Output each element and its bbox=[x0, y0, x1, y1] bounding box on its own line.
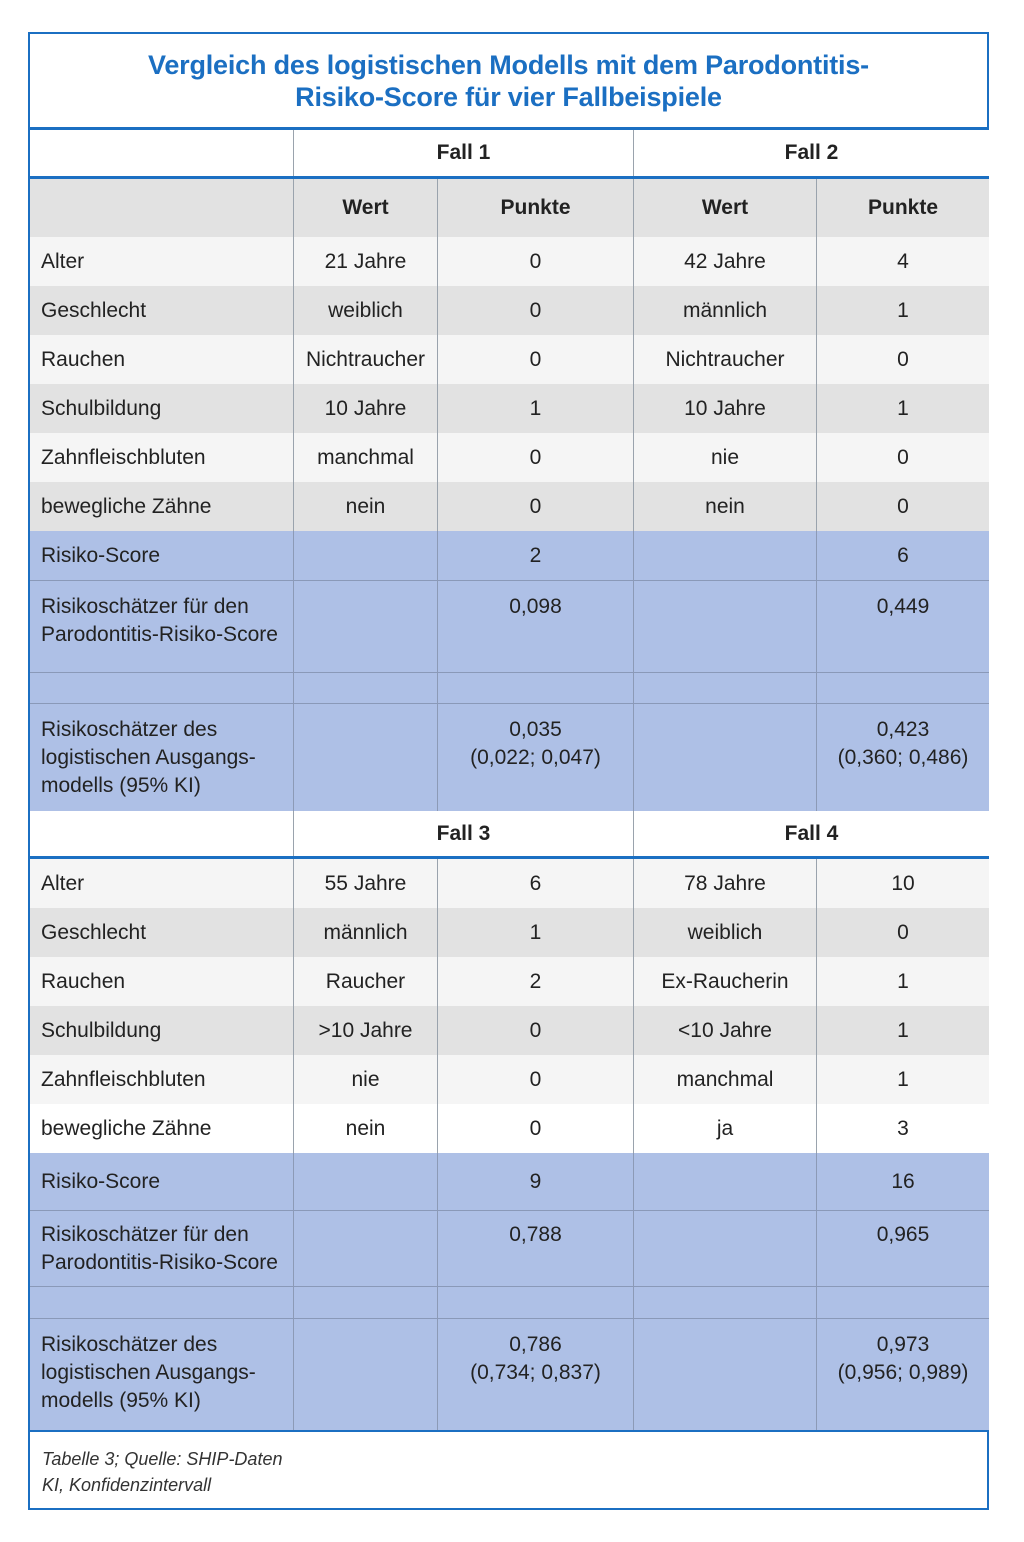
value-a: weiblich bbox=[293, 286, 437, 335]
estimate-model-a: 0,035 (0,022; 0,047) bbox=[437, 704, 633, 812]
estimate-model-a: 0,786 (0,734; 0,837) bbox=[437, 1319, 633, 1431]
empty-cell bbox=[816, 673, 989, 704]
value-a: nein bbox=[293, 482, 437, 531]
table-title-text: Vergleich des logistischen Modells mit dem Parodontitis- Risiko-Score für vier Fallbeispiele bbox=[148, 49, 869, 112]
empty-cell bbox=[293, 581, 437, 673]
table-footer bbox=[42, 1446, 282, 1498]
estimate-model-row-1 bbox=[30, 703, 989, 812]
estimate-score-a: 0,788 bbox=[437, 1211, 633, 1287]
column-header-points-a: Punkte bbox=[437, 179, 633, 237]
case-header-fall-1: Fall 1 bbox=[293, 130, 633, 176]
table-row bbox=[30, 1055, 989, 1104]
row-label: Alter bbox=[41, 249, 85, 273]
empty-cell bbox=[816, 1287, 989, 1319]
value-b: männlich bbox=[633, 286, 816, 335]
value-a: Nichtraucher bbox=[293, 335, 437, 384]
points-a: 0 bbox=[437, 433, 633, 482]
empty-cell bbox=[437, 1287, 633, 1319]
points-b: 0 bbox=[816, 908, 989, 957]
row-label: Zahnfleischbluten bbox=[41, 445, 206, 469]
score-row-1 bbox=[30, 531, 989, 580]
points-a: 0 bbox=[437, 237, 633, 286]
value-a: Raucher bbox=[293, 957, 437, 1006]
value-a: nein bbox=[293, 1104, 437, 1153]
empty-cell bbox=[293, 704, 437, 812]
estimate-model-b: 0,423 (0,360; 0,486) bbox=[816, 704, 989, 812]
empty-cell bbox=[293, 531, 437, 580]
points-a: 0 bbox=[437, 482, 633, 531]
score-b: 16 bbox=[816, 1153, 989, 1210]
empty-cell bbox=[437, 673, 633, 704]
row-label: Rauchen bbox=[41, 347, 126, 371]
value-a: 55 Jahre bbox=[293, 859, 437, 908]
row-label: Risiko-Score bbox=[41, 543, 161, 567]
estimate-score-a: 0,098 bbox=[437, 581, 633, 673]
value-b: weiblich bbox=[633, 908, 816, 957]
value-b: <10 Jahre bbox=[633, 1006, 816, 1055]
score-a: 2 bbox=[437, 531, 633, 580]
value-b: Nichtraucher bbox=[633, 335, 816, 384]
case-header-row-2 bbox=[30, 811, 989, 857]
estimate-score-b: 0,449 bbox=[816, 581, 989, 673]
row-label: Risikoschätzer des logistischen Ausgangs- modells (95% KI) bbox=[41, 718, 256, 797]
table-row bbox=[30, 957, 989, 1006]
value-a: >10 Jahre bbox=[293, 1006, 437, 1055]
empty-cell bbox=[633, 531, 816, 580]
estimate-score-b: 0,965 bbox=[816, 1211, 989, 1287]
table-row bbox=[30, 1006, 989, 1055]
column-header-value-b: Wert bbox=[633, 179, 816, 237]
row-label: bewegliche Zähne bbox=[41, 1116, 212, 1140]
points-a: 1 bbox=[437, 908, 633, 957]
row-label: Rauchen bbox=[41, 969, 126, 993]
column-header-points-b: Punkte bbox=[816, 179, 989, 237]
value-b: nie bbox=[633, 433, 816, 482]
empty-cell bbox=[293, 1211, 437, 1287]
row-label: Alter bbox=[41, 871, 85, 895]
estimate-score-row-1 bbox=[30, 580, 989, 673]
points-a: 0 bbox=[437, 1006, 633, 1055]
estimate-model-row-2 bbox=[30, 1318, 989, 1431]
table-row bbox=[30, 1104, 989, 1153]
value-b: nein bbox=[633, 482, 816, 531]
case-header-empty bbox=[30, 130, 293, 176]
empty-cell bbox=[293, 1319, 437, 1431]
value-b: 78 Jahre bbox=[633, 859, 816, 908]
points-a: 0 bbox=[437, 1055, 633, 1104]
score-b: 6 bbox=[816, 531, 989, 580]
points-b: 0 bbox=[816, 433, 989, 482]
table-row bbox=[30, 237, 989, 286]
points-b: 0 bbox=[816, 482, 989, 531]
points-b: 3 bbox=[816, 1104, 989, 1153]
column-header-label bbox=[30, 179, 293, 237]
value-b: Ex-Raucherin bbox=[633, 957, 816, 1006]
value-a: 21 Jahre bbox=[293, 237, 437, 286]
points-a: 0 bbox=[437, 1104, 633, 1153]
value-a: nie bbox=[293, 1055, 437, 1104]
row-label: Risikoschätzer für den Parodontitis-Risiko-Score bbox=[41, 1223, 278, 1274]
empty-cell bbox=[633, 1211, 816, 1287]
case-header-fall-4: Fall 4 bbox=[633, 811, 989, 857]
footer-note: KI, Konfidenzintervall bbox=[42, 1475, 212, 1495]
empty-cell bbox=[293, 1153, 437, 1210]
table-row bbox=[30, 286, 989, 335]
points-b: 10 bbox=[816, 859, 989, 908]
empty-cell bbox=[633, 581, 816, 673]
points-b: 1 bbox=[816, 1006, 989, 1055]
value-a: 10 Jahre bbox=[293, 384, 437, 433]
case-header-fall-2: Fall 2 bbox=[633, 130, 989, 176]
case-header-fall-3: Fall 3 bbox=[293, 811, 633, 857]
table-row bbox=[30, 335, 989, 384]
points-a: 0 bbox=[437, 286, 633, 335]
table-row bbox=[30, 433, 989, 482]
score-a: 9 bbox=[437, 1153, 633, 1210]
row-label: Geschlecht bbox=[41, 298, 147, 322]
empty-cell bbox=[633, 673, 816, 704]
value-b: manchmal bbox=[633, 1055, 816, 1104]
row-label: bewegliche Zähne bbox=[41, 494, 212, 518]
points-b: 1 bbox=[816, 384, 989, 433]
case-header-empty bbox=[30, 811, 293, 857]
table-row bbox=[30, 859, 989, 908]
table-row bbox=[30, 482, 989, 531]
value-b: 10 Jahre bbox=[633, 384, 816, 433]
estimate-score-row-2 bbox=[30, 1210, 989, 1287]
footer-source: Tabelle 3; Quelle: SHIP-Daten bbox=[42, 1449, 283, 1469]
points-a: 0 bbox=[437, 335, 633, 384]
spacer-row-2 bbox=[30, 1286, 989, 1319]
row-label: Schulbildung bbox=[41, 396, 162, 420]
table-title bbox=[30, 34, 987, 127]
estimate-model-b: 0,973 (0,956; 0,989) bbox=[816, 1319, 989, 1431]
table-row bbox=[30, 384, 989, 433]
value-a: manchmal bbox=[293, 433, 437, 482]
points-b: 1 bbox=[816, 286, 989, 335]
value-b: ja bbox=[633, 1104, 816, 1153]
value-b: 42 Jahre bbox=[633, 237, 816, 286]
row-label: Risiko-Score bbox=[41, 1169, 161, 1193]
points-b: 0 bbox=[816, 335, 989, 384]
empty-cell bbox=[633, 1319, 816, 1431]
points-a: 6 bbox=[437, 859, 633, 908]
points-b: 1 bbox=[816, 957, 989, 1006]
table-row bbox=[30, 908, 989, 957]
points-a: 2 bbox=[437, 957, 633, 1006]
empty-cell bbox=[293, 1287, 437, 1319]
points-b: 1 bbox=[816, 1055, 989, 1104]
value-a: männlich bbox=[293, 908, 437, 957]
score-row-2 bbox=[30, 1153, 989, 1210]
empty-cell bbox=[633, 1287, 816, 1319]
row-label: Risikoschätzer für den Parodontitis-Risiko-Score bbox=[41, 595, 278, 646]
spacer-row-1 bbox=[30, 672, 989, 704]
points-a: 1 bbox=[437, 384, 633, 433]
column-header-row bbox=[30, 179, 989, 237]
empty-cell bbox=[293, 673, 437, 704]
row-label: Schulbildung bbox=[41, 1018, 162, 1042]
row-label: Geschlecht bbox=[41, 920, 147, 944]
row-label: Zahnfleischbluten bbox=[41, 1067, 206, 1091]
empty-cell bbox=[633, 704, 816, 812]
points-b: 4 bbox=[816, 237, 989, 286]
column-header-value-a: Wert bbox=[293, 179, 437, 237]
row-label: Risikoschätzer des logistischen Ausgangs- modells (95% KI) bbox=[41, 1333, 256, 1412]
empty-cell bbox=[633, 1153, 816, 1210]
table-frame bbox=[28, 32, 989, 1510]
bottom-divider bbox=[30, 1430, 989, 1432]
case-header-row-1 bbox=[30, 130, 989, 176]
